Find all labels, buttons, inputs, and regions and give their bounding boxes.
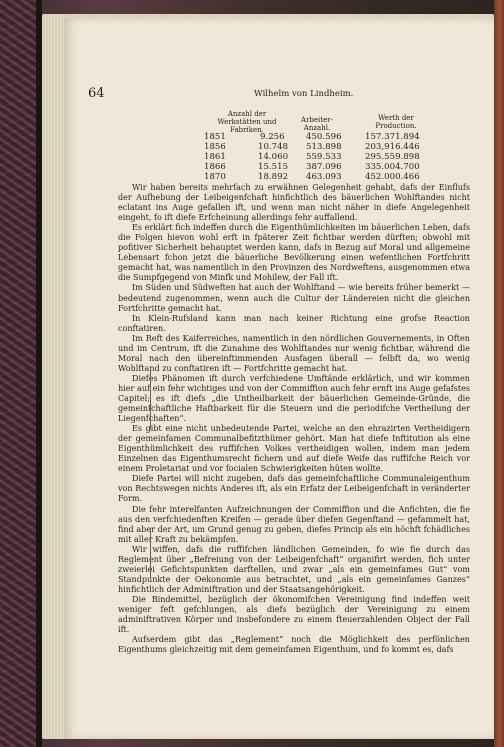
- header-workers: Arbeiter-Anzahl.: [301, 116, 333, 132]
- marbled-endpaper: [0, 0, 36, 747]
- pencil-margin-mark: [150, 528, 153, 578]
- production-cell: 295.559.898: [365, 152, 420, 162]
- production-cell: 452.000.466: [365, 172, 420, 182]
- factories-cell: 10.748: [258, 142, 289, 152]
- factories-cell: 18.892: [258, 172, 289, 182]
- year-cell: 1870: [204, 172, 226, 182]
- workers-cell: 463.093: [306, 172, 342, 182]
- book-spine: [494, 0, 504, 747]
- factories-cell: 14.060: [258, 152, 289, 162]
- factories-cell: 9.256: [260, 132, 285, 142]
- header-production: Werth der Production.: [375, 114, 417, 130]
- paragraph: Es gibt eine nicht unbedeutende Partei, welche an den ehrazirten Vertheidigern der gemeinfamen Communalbefitzthümer gehört. Man hat diefe Inftitution als eine Eigenthümlichkeit des ruffifchen Volkes vertheidigen wollen, indem man jedem Einzelnen das Eigenthumsrecht fichern und auf diefe Weife das ruffifche Reich vor einem Proletariat und vor focialen Schwierigkeiten hüten wollte.: [118, 424, 470, 474]
- header-factories: Anzahl der Werkstätten und Fabriken.: [217, 110, 277, 134]
- year-cell: 1861: [204, 152, 226, 162]
- running-title: Wilhelm von Lindheim.: [254, 89, 354, 99]
- factories-cell: 15.515: [258, 162, 289, 172]
- body-text: [118, 183, 470, 655]
- year-cell: 1856: [204, 142, 226, 152]
- paragraph: Aufserdem gibt das „Reglement“ noch die Möglichkeit des perfönlichen Eigenthums gleichzeitig mit dem gemeinfamen Eigenthum, und fo kommt es, dafs: [118, 635, 470, 655]
- paragraph: Es erklärt fich indeffen durch die Eigenthümlichkeiten im bäuerlichen Leben, dafs die Folgen hievon wohl erft in fpäterer Zeit fichtbar werden dürften; obwohl mit pofitiver Sicherheit behauptet werden kann, dafs in Bezug auf Moral und allgemeine Lebensart fchon jetzt die bäuerliche Bevölkerung einen wefentlichen Fortfchritt gemacht hat, was namentlich in den Provinzen des Nordweftens, ausgenommen etwa die Sumpfgegend von Minfk und Mohilew, der Fall ift.: [118, 223, 470, 283]
- paragraph: Die fehr interelfanten Aufzeichnungen der Commiffion und die Anfichten, die fie aus den verfchiedenften Kreifen — gerade über diefen Gegenftand — gefammelt hat, find aber der Art, um Grund genug zu geben, diefes Princip als ein höchft fchädliches mit aller Kraft zu bekämpfen.: [118, 504, 470, 544]
- workers-cell: 559.533: [306, 152, 342, 162]
- paragraph: Im Süden und Südweften hat auch der Wohlftand — wie bereits früher bemerkt — bedeutend zugenommen, wenn auch die Cultur der Ländereien nicht die gleichen Fortfchritte gemacht hat.: [118, 283, 470, 313]
- paragraph: Wir haben bereits mehrfach zu erwähnen Gelegenheit gehabt, dafs der Einflufs der Aufhebung der Leibeigenfchaft hinfichtlich des bäuerlichen Wohlftandes nicht eclatant ins Auge gefallen ift, und wenn man nicht näher in diefe Angelegenheit eingeht, fo ift diefe Erfcheinung allerdings fehr auffallend.: [118, 183, 470, 223]
- production-cell: 203,916.446: [365, 142, 420, 152]
- table-row: [92, 172, 472, 183]
- workers-cell: 450.596: [306, 132, 342, 142]
- paragraph: Diefes Phänomen ift durch verfchiedene Umftände erklärlich, und wir kommen hier auf ein fehr wichtiges und von der Commiffion auch fehr ernft ins Auge gefafstes Capitel; es ift diefs „die Untheilbarkeit der bäuerlichen Gemeinde-Gründe, die gemeinfchaftliche Haftbarkeit für die Steuern und die periodifche Vertheilung der Liegenfchaften“.: [118, 373, 470, 424]
- year-cell: 1866: [204, 162, 226, 172]
- year-cell: 1851: [204, 132, 226, 142]
- paragraph: Wir wiffen, dafs die ruffifchen ländlichen Gemeinden, fo wie fie durch das Reglement über „Befreiung von der Leibeigenfchaft“ organifirt werden, fich unter zweierlei Gefichtspunkten darftellen, und zwar „als ein gemeinfames Gut“ vom Standpunkte der Oekonomie aus betrachtet, und „als ein gemeinfames Ganzes“ hinfichtlich der Adminiftration und der Staatsangehörigkeit.: [118, 544, 470, 594]
- paragraph: Die Bindemittel, bezüglich der ökonomifchen Vereinigung find indeffen weit weniger feft gefchlungen, als diefs bezüglich der Vereinigung zu einem adminiftrativen Körper und insbefondere zu einem fteuerzahlenden Object der Fall ift.: [118, 594, 470, 635]
- pencil-margin-mark: [150, 370, 153, 430]
- production-cell: 157.371.894: [365, 132, 420, 142]
- paragraph: Im Reft des Kaiferreiches, namentlich in den nördlichen Gouvernements, in Often und im Centrum, ift die Zunahme des Wohlftandes nur wenig fichtbar, während die Moral nach den übereinftimmenden Ausfagen überall — felbft da, wo wenig Wohlftand zu conftatiren ift — Fortfchritte gemacht hat.: [118, 333, 470, 373]
- workers-cell: 513.898: [306, 142, 342, 152]
- workers-cell: 387.096: [306, 162, 342, 172]
- page-number: 64: [88, 86, 105, 101]
- paragraph: In Klein-Rufsland kann man nach keiner Richtung eine grofse Reaction conftatiren.: [118, 313, 470, 333]
- production-cell: 335.004.700: [365, 162, 420, 172]
- paragraph: Diefe Partei will nicht zugeben, dafs das gemeinfchaftliche Communaleigenthum von Rechtswegen nichts Anderes ift, als ein Erfatz der Leibeigenfchaft in veränderter Form.: [118, 474, 470, 504]
